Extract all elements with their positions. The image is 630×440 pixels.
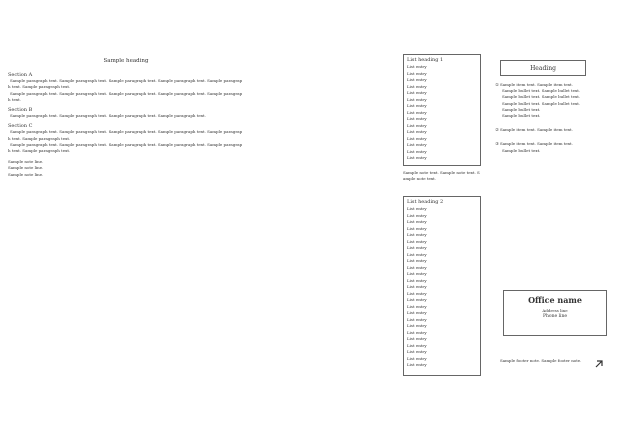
store-item: List entry: [407, 219, 427, 224]
banks-list: [407, 64, 477, 162]
store-item: List entry: [407, 336, 427, 341]
section-paragraph: Sample paragraph text. Sample paragraph text. Sample paragraph text. Sample paragraph text.: [10, 113, 206, 119]
store-item: List entry: [407, 284, 427, 289]
bank-item: List entry: [407, 122, 427, 128]
store-item: List entry: [407, 316, 427, 322]
notes-list: [8, 159, 244, 179]
notice-item: [494, 82, 612, 119]
office-address: Address line: [542, 308, 568, 313]
store-item: List entry: [407, 251, 427, 257]
arrow-icon: [594, 354, 604, 373]
store-item: List entry: [407, 271, 427, 276]
banks-box: [403, 54, 481, 166]
item-text: Sample item text. Sample item text.: [500, 127, 573, 133]
store-item: List entry: [407, 277, 427, 283]
office-box: [503, 290, 607, 336]
store-item: List entry: [407, 238, 427, 244]
postal-note: Sample note text. Sample note text. Sample note text.: [403, 170, 480, 182]
note-item: Sample note line.: [8, 165, 44, 171]
right-items: [494, 82, 612, 162]
section-paragraph: Sample paragraph text. Sample paragraph text. Sample paragraph text. Sample paragraph text. Sample paragraph text. Sample paragraph text.: [8, 142, 243, 154]
section-heading: Section C: [8, 123, 33, 130]
footer-note: Sample footer note. Sample footer note.: [500, 358, 582, 363]
item-bullet: Sample bullet text. Sample bullet text.: [502, 100, 581, 106]
item-number: ③: [495, 141, 499, 147]
item-number: ①: [495, 82, 499, 87]
bank-item: List entry: [407, 148, 427, 154]
section-paragraph: Sample paragraph text. Sample paragraph text. Sample paragraph text. Sample paragraph text. Sample paragraph text. Sample paragraph text.: [8, 129, 243, 141]
bank-item: List entry: [407, 103, 427, 108]
bank-item: List entry: [407, 142, 427, 147]
office-tel: Phone line: [542, 314, 568, 320]
left-panel: [8, 58, 244, 418]
store-item: List entry: [407, 258, 427, 263]
banks-heading: List heading 1: [407, 57, 444, 63]
section-paragraph: Sample paragraph text. Sample paragraph text. Sample paragraph text. Sample paragraph text. Sample paragraph text. Sample paragraph text.: [8, 78, 243, 90]
bank-item: List entry: [407, 83, 427, 89]
store-item: List entry: [407, 310, 427, 315]
section-paragraph: Sample paragraph text. Sample paragraph text. Sample paragraph text. Sample paragraph text. Sample paragraph text.: [8, 90, 243, 102]
page-title: Sample heading: [103, 58, 149, 64]
item-bullet: Sample bullet text. Sample bullet text.: [502, 94, 581, 100]
bank-item: List entry: [407, 90, 427, 95]
bank-item: List entry: [407, 155, 427, 160]
store-item: List entry: [407, 297, 427, 302]
bank-item: List entry: [407, 135, 427, 141]
notice-item: [494, 127, 612, 133]
left-sections: [8, 72, 244, 155]
bank-item: List entry: [407, 70, 427, 76]
note-item: Sample note line.: [8, 171, 44, 177]
stores-heading: List heading 2: [407, 199, 444, 205]
store-item: List entry: [407, 349, 427, 354]
store-item: List entry: [407, 355, 427, 361]
store-item: List entry: [407, 362, 427, 367]
office-name: Office name: [528, 295, 582, 305]
bank-item: List entry: [407, 116, 427, 121]
store-item: List entry: [407, 290, 427, 296]
item-text: Sample item text. Sample item text.: [500, 82, 573, 87]
stores-list: [407, 206, 477, 369]
item-bullet: Sample bullet text.: [502, 147, 541, 153]
store-item: List entry: [407, 212, 427, 218]
bank-item: List entry: [407, 129, 427, 134]
bank-item: List entry: [407, 64, 427, 69]
store-item: List entry: [407, 329, 427, 335]
bank-item: List entry: [407, 109, 427, 115]
note-item: Sample note line.: [8, 158, 44, 164]
store-item: List entry: [407, 206, 427, 211]
notice-item: [494, 141, 612, 153]
store-item: List entry: [407, 303, 427, 309]
store-item: List entry: [407, 245, 427, 250]
item-bullet: Sample bullet text.: [502, 113, 541, 119]
bank-item: List entry: [407, 77, 427, 82]
item-bullet: Sample bullet text. Sample bullet text.: [502, 88, 581, 94]
store-item: List entry: [407, 342, 427, 348]
stores-box: [403, 196, 481, 376]
bank-item: List entry: [407, 96, 427, 102]
store-item: List entry: [407, 232, 427, 237]
section-heading: Section B: [8, 107, 33, 114]
item-bullet: Sample bullet text.: [502, 106, 541, 112]
notice-heading-box: [500, 60, 586, 76]
notice-heading: Heading: [530, 64, 556, 72]
section-heading: Section A: [8, 72, 33, 78]
item-number: ②: [495, 127, 499, 133]
store-item: List entry: [407, 323, 427, 328]
item-text: Sample item text. Sample item text.: [500, 141, 573, 147]
store-item: List entry: [407, 264, 427, 270]
store-item: List entry: [407, 225, 427, 231]
